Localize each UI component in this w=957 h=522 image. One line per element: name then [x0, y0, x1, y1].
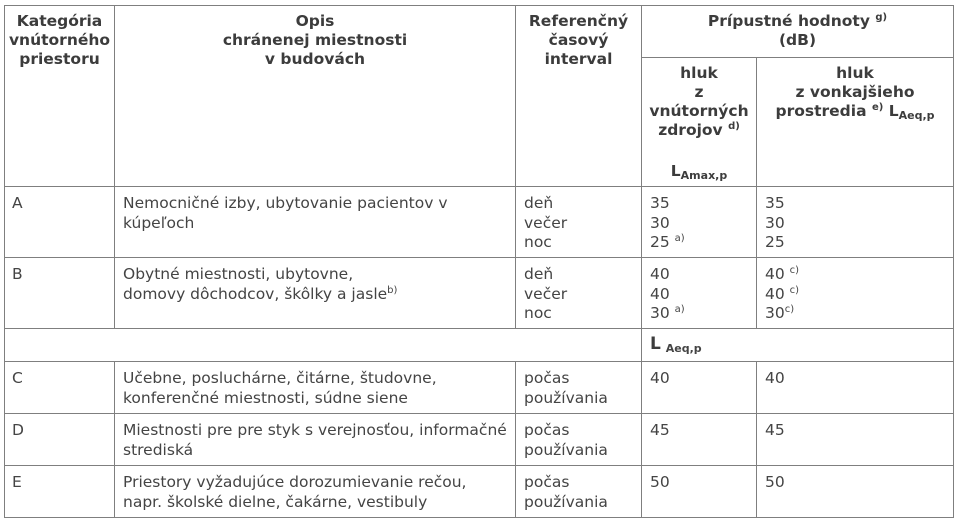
symbol-subscript: Aeq,p [665, 342, 702, 355]
header-text: Referenčný [528, 12, 629, 30]
value: 40 [765, 265, 785, 283]
header-text: vnútorných [649, 102, 749, 120]
interval-text: deň [524, 265, 554, 283]
symbol-l: L [888, 102, 899, 120]
interval-cell [516, 187, 642, 258]
interval-text: počas [524, 473, 570, 491]
description-cell: Priestory vyžadujúce dorozumievanie rečou, napr. školské dielne, čakárne, vestibuly [115, 466, 516, 518]
symbol-l: L [670, 162, 681, 180]
header-text: zdrojov [658, 121, 723, 139]
footnote-ref: c) [789, 284, 800, 296]
value: 30 [765, 213, 785, 232]
interval-cell [516, 466, 642, 518]
category-cell: A [5, 187, 115, 258]
description-cell: Miestnosti pre pre styk s verejnosťou, informačné strediská [115, 414, 516, 466]
description-text: Obytné miestnosti, ubytovne, [123, 265, 354, 283]
interval-text: noc [524, 304, 552, 322]
header-text: hluk [680, 64, 718, 82]
header-text: z [694, 83, 704, 101]
value: 35 [650, 194, 670, 212]
footnote-ref: a) [674, 232, 685, 244]
footnote-ref: a) [674, 303, 685, 315]
header-text: Opis [295, 12, 335, 30]
external-value-cell [757, 187, 954, 258]
value: 40 [650, 284, 670, 303]
interval-cell [516, 362, 642, 414]
header-text: hluk [836, 64, 874, 82]
header-text: v budovách [264, 50, 366, 68]
header-unit: (dB) [778, 31, 817, 49]
symbol-subscript: Aeq,p [898, 109, 935, 122]
interval-text: večer [524, 213, 568, 232]
header-text: Prípustné hodnoty [707, 12, 870, 30]
divider-empty-cell [5, 329, 642, 362]
interval-text: počas [524, 369, 570, 387]
interval-text: používania [524, 388, 608, 407]
footnote-ref: e) [871, 101, 884, 113]
table-row [5, 187, 954, 258]
interval-text: večer [524, 284, 568, 303]
description-text: domovy dôchodcov, škôlky a jasle [123, 284, 388, 303]
header-text: vnútorného [8, 31, 111, 49]
value: 25 [650, 233, 670, 251]
header-category [5, 6, 115, 187]
table-row [5, 414, 954, 466]
symbol-l: L [650, 334, 661, 354]
header-internal-noise [642, 58, 757, 187]
description-cell: Učebne, posluchárne, čitárne, študovne, konferenčné miestnosti, súdne siene [115, 362, 516, 414]
category-cell: C [5, 362, 115, 414]
table-row [5, 362, 954, 414]
interval-text: používania [524, 440, 608, 459]
internal-value-cell: 50 [642, 466, 757, 518]
interval-cell [516, 258, 642, 329]
value: 30 [650, 304, 670, 322]
header-description [115, 6, 516, 187]
value: 30 [765, 304, 785, 322]
header-text: časový [548, 31, 609, 49]
header-text: priestoru [19, 50, 100, 68]
category-cell: B [5, 258, 115, 329]
value: 40 [650, 265, 670, 283]
divider-row [5, 329, 954, 362]
header-text: chránenej miestnosti [222, 31, 408, 49]
internal-value-cell: 40 [642, 362, 757, 414]
header-interval [516, 6, 642, 187]
table-row [5, 258, 954, 329]
header-text: interval [544, 50, 613, 68]
header-text: z vonkajšieho [795, 83, 915, 101]
internal-value-cell [642, 187, 757, 258]
external-value-cell [757, 258, 954, 329]
interval-cell [516, 414, 642, 466]
footnote-ref: b) [387, 284, 398, 296]
value: 25 [765, 233, 785, 251]
symbol-subscript: Amax,p [680, 169, 728, 182]
interval-text: noc [524, 233, 552, 251]
external-value-cell: 50 [757, 466, 954, 518]
header-text: Kategória [16, 12, 103, 30]
value: 30 [650, 213, 670, 232]
interval-text: deň [524, 194, 554, 212]
noise-limits-table [4, 5, 954, 518]
value: 35 [765, 194, 785, 212]
footnote-ref: d) [728, 120, 740, 132]
external-value-cell: 40 [757, 362, 954, 414]
value: 40 [765, 284, 785, 303]
internal-value-cell [642, 258, 757, 329]
divider-symbol-cell [642, 329, 954, 362]
footnote-ref: g) [875, 11, 888, 23]
header-external-noise [757, 58, 954, 187]
internal-value-cell: 45 [642, 414, 757, 466]
interval-text: používania [524, 492, 608, 511]
category-cell: D [5, 414, 115, 466]
external-value-cell: 45 [757, 414, 954, 466]
header-permissible-values [642, 6, 954, 58]
description-cell: Nemocničné izby, ubytovanie pacientov v kúpeľoch [115, 187, 516, 258]
footnote-ref: c) [789, 264, 800, 276]
description-cell [115, 258, 516, 329]
header-text: prostredia [775, 102, 867, 120]
footnote-ref: c) [784, 303, 795, 315]
interval-text: počas [524, 421, 570, 439]
category-cell: E [5, 466, 115, 518]
table-row [5, 466, 954, 518]
